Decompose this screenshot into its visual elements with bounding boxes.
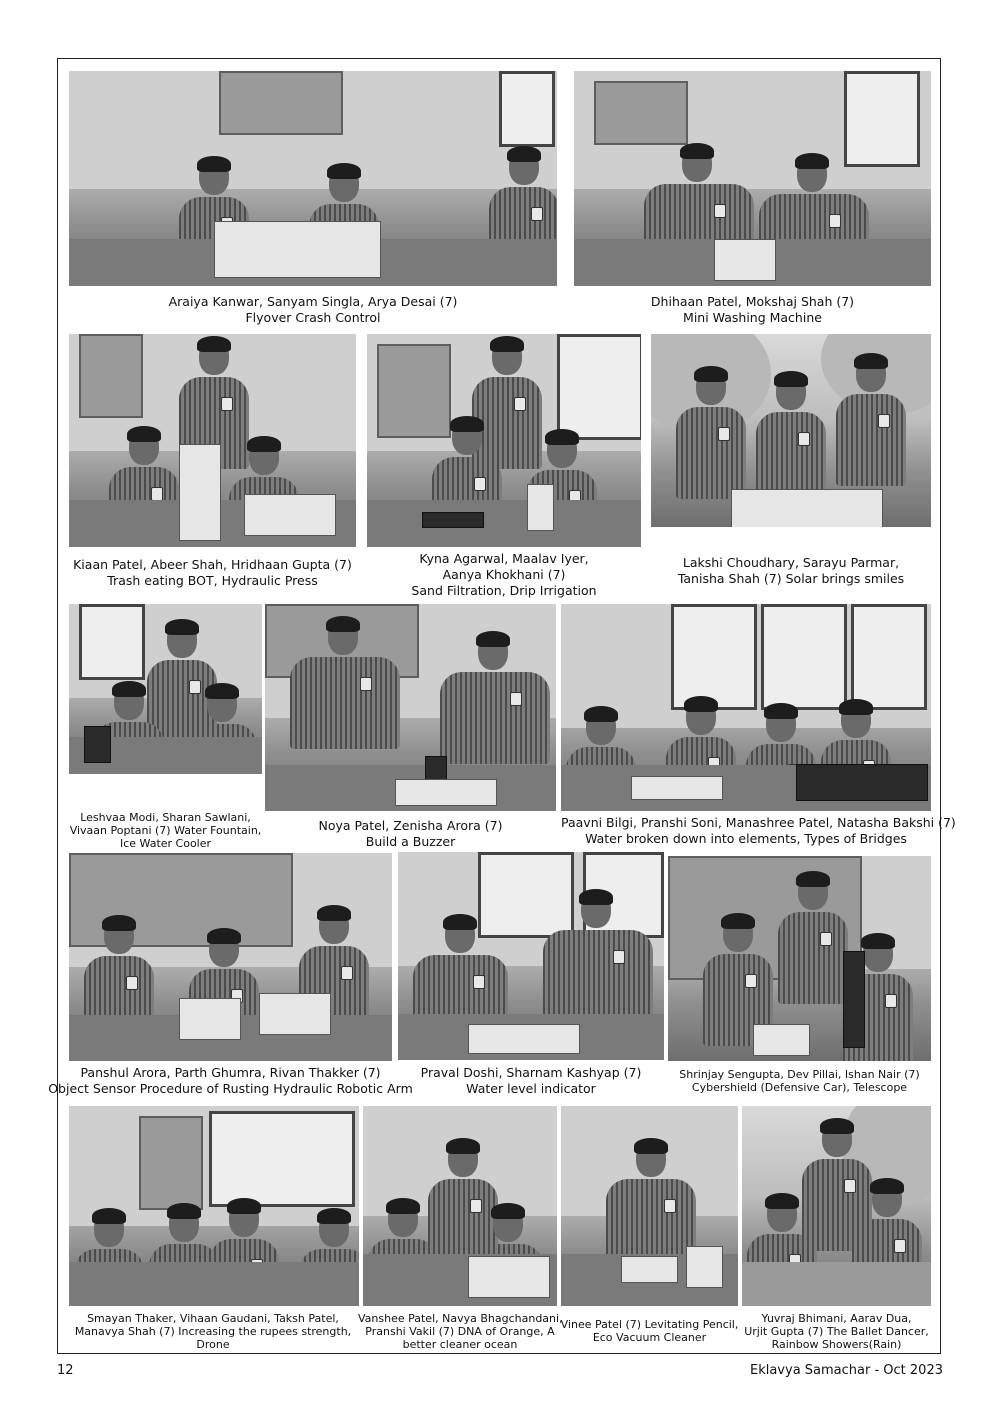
caption-types-of-bridges bbox=[561, 815, 956, 847]
caption-line-3: Drone bbox=[196, 1338, 230, 1351]
photo-dna-of-orange bbox=[363, 1106, 557, 1306]
caption-names: Paavni Bilgi, Pranshi Soni, Manashree Patel, Natasha Bakshi (7) bbox=[561, 815, 956, 830]
caption-flyover-crash-control bbox=[69, 294, 557, 326]
caption-project: Water level indicator bbox=[466, 1081, 596, 1096]
caption-ballet-dancer-rainbow bbox=[742, 1312, 931, 1351]
page-number: 12 bbox=[57, 1363, 74, 1378]
photo-ballet-dancer-rainbow bbox=[742, 1106, 931, 1306]
caption-water-level-indicator bbox=[398, 1065, 664, 1097]
caption-line-2: Aanya Khokhani (7) bbox=[442, 567, 566, 582]
photo-flyover-crash-control bbox=[69, 71, 557, 286]
caption-project: Object Sensor Procedure of Rusting Hydraulic Robotic Arm bbox=[48, 1081, 413, 1096]
caption-line-1: Lakshi Choudhary, Sarayu Parmar, bbox=[682, 555, 900, 570]
photo-trash-eating-bot bbox=[69, 334, 356, 547]
caption-line-1: Kyna Agarwal, Maalav Iyer, bbox=[419, 551, 589, 566]
photo-levitating-pencil bbox=[561, 1106, 738, 1306]
photo-rupees-strength-drone bbox=[69, 1106, 359, 1306]
caption-line-2: Urjit Gupta (7) The Ballet Dancer, bbox=[744, 1325, 929, 1338]
caption-project: Build a Buzzer bbox=[365, 834, 456, 849]
caption-project: Trash eating BOT, Hydraulic Press bbox=[107, 573, 318, 588]
publication-footer: Eklavya Samachar - Oct 2023 bbox=[749, 1363, 943, 1378]
photo-water-fountain bbox=[69, 604, 262, 774]
caption-line-3: Sand Filtration, Drip Irrigation bbox=[411, 583, 597, 598]
caption-names: Araiya Kanwar, Sanyam Singla, Arya Desai (7) bbox=[168, 294, 458, 309]
caption-hydraulic-robotic-arm bbox=[47, 1065, 414, 1097]
photo-build-a-buzzer bbox=[265, 604, 556, 811]
caption-line-1: Leshvaa Modi, Sharan Sawlani, bbox=[80, 811, 251, 824]
photo-hydraulic-robotic-arm bbox=[69, 853, 392, 1061]
photo-types-of-bridges bbox=[561, 604, 931, 811]
caption-line-2: Manavya Shah (7) Increasing the rupees strength, bbox=[74, 1325, 352, 1338]
caption-line-3: better cleaner ocean bbox=[402, 1338, 518, 1351]
caption-levitating-pencil bbox=[556, 1318, 743, 1344]
photo-cybershield-telescope bbox=[668, 856, 931, 1061]
caption-project: Flyover Crash Control bbox=[245, 310, 381, 325]
caption-names: Noya Patel, Zenisha Arora (7) bbox=[318, 818, 503, 833]
photo-mini-washing-machine bbox=[574, 71, 931, 286]
caption-rupees-strength-drone bbox=[63, 1312, 363, 1351]
caption-mini-washing-machine bbox=[574, 294, 931, 326]
caption-project: Cybershield (Defensive Car), Telescope bbox=[691, 1081, 908, 1094]
caption-water-fountain bbox=[69, 811, 262, 850]
caption-trash-eating-bot bbox=[69, 557, 356, 589]
caption-names: Kiaan Patel, Abeer Shah, Hridhaan Gupta (7) bbox=[73, 557, 352, 572]
caption-build-a-buzzer bbox=[265, 818, 556, 850]
photo-sand-filtration bbox=[367, 334, 641, 547]
caption-project: Mini Washing Machine bbox=[683, 310, 822, 325]
caption-line-2: Pranshi Vakil (7) DNA of Orange, A bbox=[365, 1325, 555, 1338]
caption-line-1: Yuvraj Bhimani, Aarav Dua, bbox=[761, 1312, 912, 1325]
caption-cybershield-telescope bbox=[668, 1068, 931, 1094]
caption-line-1: Smayan Thaker, Vihaan Gaudani, Taksh Patel, bbox=[87, 1312, 339, 1325]
photo-solar-brings-smiles bbox=[651, 334, 931, 527]
caption-line-3: Ice Water Cooler bbox=[119, 837, 212, 850]
photo-water-level-indicator bbox=[398, 852, 664, 1060]
caption-solar-brings-smiles bbox=[651, 555, 931, 587]
caption-line-1: Vanshee Patel, Navya Bhagchandani, bbox=[358, 1312, 563, 1325]
caption-line-1: Vinee Patel (7) Levitating Pencil, bbox=[560, 1318, 739, 1331]
caption-line-2: Tanisha Shah (7) Solar brings smiles bbox=[677, 571, 905, 586]
caption-names: Shrinjay Sengupta, Dev Pillai, Ishan Nair (7) bbox=[679, 1068, 920, 1081]
caption-line-2: Eco Vacuum Cleaner bbox=[592, 1331, 707, 1344]
caption-line-2: Vivaan Poptani (7) Water Fountain, bbox=[69, 824, 262, 837]
caption-names: Praval Doshi, Sharnam Kashyap (7) bbox=[420, 1065, 642, 1080]
caption-sand-filtration bbox=[362, 551, 646, 599]
caption-names: Dhihaan Patel, Mokshaj Shah (7) bbox=[650, 294, 855, 309]
caption-names: Panshul Arora, Parth Ghumra, Rivan Thakker (7) bbox=[80, 1065, 381, 1080]
caption-dna-of-orange bbox=[358, 1312, 562, 1351]
caption-project: Water broken down into elements, Types of Bridges bbox=[585, 831, 907, 846]
caption-line-3: Rainbow Showers(Rain) bbox=[771, 1338, 902, 1351]
